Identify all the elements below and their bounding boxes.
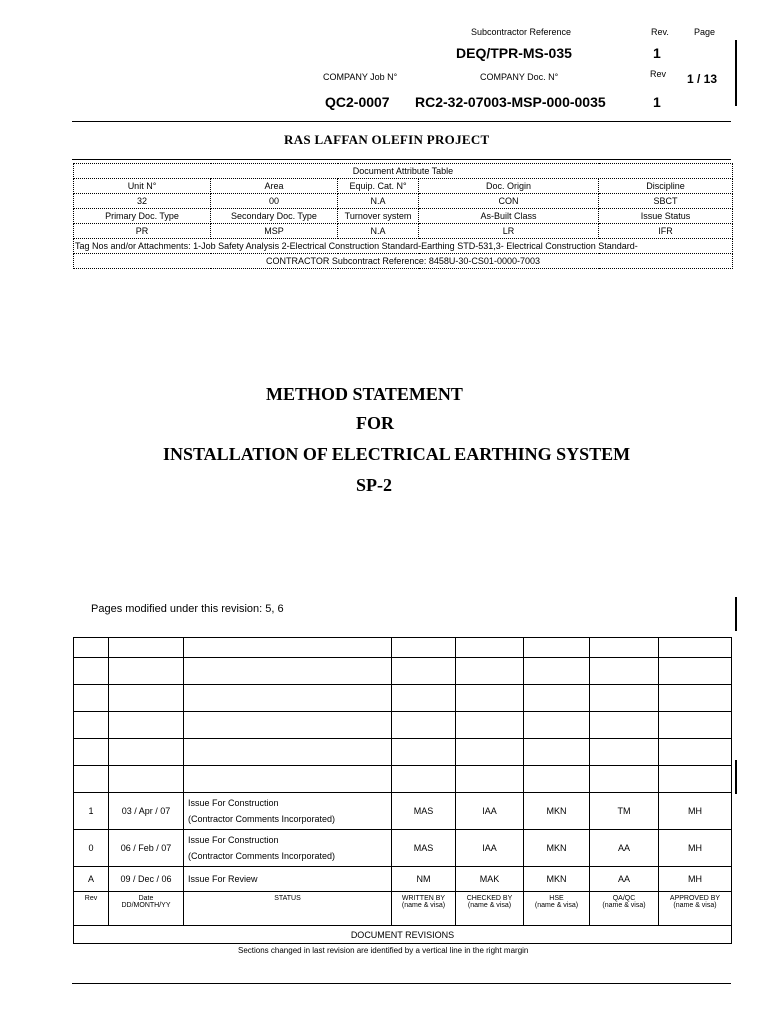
table-row: [74, 793, 732, 830]
revision-margin-bar-3: [735, 760, 737, 794]
value-primary-doc-type: PR: [74, 224, 211, 239]
main-title-line4: SP-2: [356, 475, 392, 495]
col-header-qaqc: [590, 892, 659, 926]
value-as-built-class: LR: [419, 224, 599, 239]
header-equip-cat: Equip. Cat. N°: [338, 179, 419, 194]
col-header-date-format: DD/MONTH/YY: [121, 902, 171, 909]
value-secondary-doc-type: MSP: [211, 224, 338, 239]
header-unit: Unit N°: [74, 179, 211, 194]
table-row: [74, 867, 732, 892]
col-header-checked-sub: (name & visa): [467, 902, 512, 909]
header-issue-status: Issue Status: [599, 209, 733, 224]
rev-number: 0: [74, 830, 109, 867]
header-doc-origin: Doc. Origin: [419, 179, 599, 194]
page-value: 1 / 13: [687, 72, 718, 86]
header-as-built-class: As-Built Class: [419, 209, 599, 224]
header-secondary-doc-type: Secondary Doc. Type: [211, 209, 338, 224]
rev-qaqc: AA: [590, 830, 659, 867]
table-row: [74, 830, 732, 867]
col-header-hse-label: HSE: [549, 895, 564, 902]
rev-approved-by: MH: [659, 867, 732, 892]
tag-nos-attachments: Tag Nos and/or Attachments: 1-Job Safety Analysis 2-Electrical Construction Standard-Earthing STD-531,3- Electrical Construction Standard-: [74, 239, 733, 254]
subcontractor-rev-value: 1: [653, 45, 661, 61]
rev-hse: MKN: [524, 830, 590, 867]
revision-margin-bar-2: [735, 597, 737, 631]
rev-status-line1: Issue For Construction: [188, 798, 279, 808]
value-equip-cat: N.A: [338, 194, 419, 209]
table-row: [74, 685, 732, 712]
col-header-hse: [524, 892, 590, 926]
col-header-date: [109, 892, 184, 926]
col-header-rev: Rev: [74, 892, 109, 926]
company-rev-value: 1: [653, 94, 661, 110]
header-area: Area: [211, 179, 338, 194]
rev-qaqc: TM: [590, 793, 659, 830]
revisions-header-row: [74, 892, 732, 926]
col-header-approved-label: APPROVED BY: [669, 895, 721, 902]
attribute-table-title: Document Attribute Table: [74, 164, 733, 179]
rev-date: 06 / Feb / 07: [109, 830, 184, 867]
col-header-approved-by: [659, 892, 732, 926]
rev-hse: MKN: [524, 793, 590, 830]
rev-status-line1: Issue For Construction: [188, 835, 279, 845]
col-header-hse-sub: (name & visa): [534, 902, 579, 909]
value-discipline: SBCT: [599, 194, 733, 209]
footer-divider: [72, 983, 731, 984]
col-header-written-by: [392, 892, 456, 926]
col-header-checked-by: [456, 892, 524, 926]
table-row: [74, 739, 732, 766]
col-header-written-sub: (name & visa): [401, 902, 446, 909]
contractor-subcontract-reference: CONTRACTOR Subcontract Reference: 8458U-30-CS01-0000-7003: [74, 254, 733, 269]
main-title-line1: METHOD STATEMENT: [266, 384, 463, 404]
value-issue-status: IFR: [599, 224, 733, 239]
pages-modified: Pages modified under this revision: 5, 6: [91, 603, 284, 615]
subcontractor-ref-value: DEQ/TPR-MS-035: [456, 45, 572, 61]
col-header-checked-label: CHECKED BY: [466, 895, 513, 902]
rev-checked-by: IAA: [456, 830, 524, 867]
col-header-qaqc-sub: (name & visa): [602, 902, 646, 909]
company-job-value: QC2-0007: [325, 94, 390, 110]
table-row: [74, 638, 732, 658]
rev-label: Rev.: [651, 27, 669, 37]
document-revisions-table: [73, 637, 732, 944]
value-area: 00: [211, 194, 338, 209]
page-label: Page: [694, 27, 716, 37]
rev-written-by: MAS: [392, 830, 456, 867]
rev-number: 1: [74, 793, 109, 830]
rev-approved-by: MH: [659, 793, 732, 830]
rev-label-2: Rev: [650, 69, 667, 79]
rev-checked-by: MAK: [456, 867, 524, 892]
rev-approved-by: MH: [659, 830, 732, 867]
col-header-status: STATUS: [184, 892, 392, 926]
main-title-line2: FOR: [356, 413, 394, 433]
header-divider: [72, 121, 731, 122]
table-row: [74, 658, 732, 685]
value-doc-origin: CON: [419, 194, 599, 209]
col-header-date-label: Date: [138, 895, 154, 902]
subcontractor-ref-label: Subcontractor Reference: [471, 27, 572, 37]
table-row: [74, 712, 732, 739]
table-row: [74, 766, 732, 793]
header-turnover-system: Turnover system: [338, 209, 419, 224]
col-header-written-label: WRITTEN BY: [401, 895, 446, 902]
rev-status-line2: (Contractor Comments Incorporated): [188, 814, 336, 824]
rev-qaqc: AA: [590, 867, 659, 892]
project-title: RAS LAFFAN OLEFIN PROJECT: [284, 132, 490, 147]
rev-status: [184, 830, 392, 867]
rev-checked-by: IAA: [456, 793, 524, 830]
value-turnover-system: N.A: [338, 224, 419, 239]
title-divider: [72, 159, 731, 160]
rev-date: 03 / Apr / 07: [109, 793, 184, 830]
company-doc-value: RC2-32-07003-MSP-000-0035: [415, 94, 606, 110]
footnote: Sections changed in last revision are identified by a vertical line in the right margin: [238, 946, 529, 955]
value-unit: 32: [74, 194, 211, 209]
header-discipline: Discipline: [599, 179, 733, 194]
rev-hse: MKN: [524, 867, 590, 892]
company-job-label: COMPANY Job N°: [323, 72, 398, 82]
col-header-approved-sub: (name & visa): [673, 902, 717, 909]
col-header-qaqc-label: QA/QC: [612, 895, 636, 902]
rev-status: [184, 793, 392, 830]
revision-margin-bar: [735, 40, 737, 106]
rev-number: A: [74, 867, 109, 892]
rev-date: 09 / Dec / 06: [109, 867, 184, 892]
rev-status: Issue For Review: [184, 867, 392, 892]
main-title-line3: INSTALLATION OF ELECTRICAL EARTHING SYSTEM: [163, 444, 631, 464]
document-attribute-table: [73, 163, 733, 269]
company-doc-label: COMPANY Doc. N°: [480, 72, 559, 82]
header-primary-doc-type: Primary Doc. Type: [74, 209, 211, 224]
rev-written-by: MAS: [392, 793, 456, 830]
rev-written-by: NM: [392, 867, 456, 892]
document-revisions-caption: DOCUMENT REVISIONS: [74, 926, 732, 944]
rev-status-line2: (Contractor Comments Incorporated): [188, 851, 336, 861]
